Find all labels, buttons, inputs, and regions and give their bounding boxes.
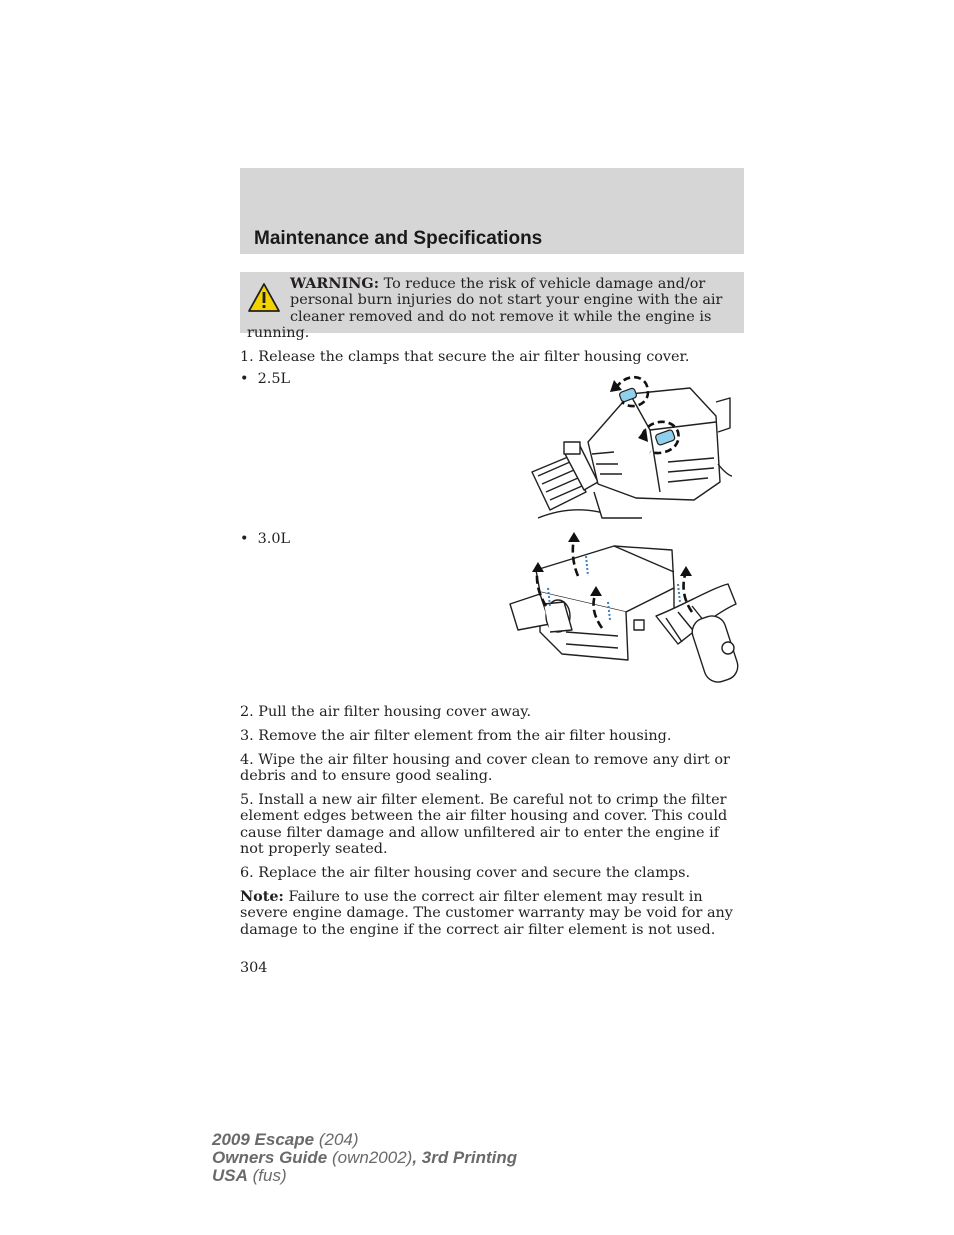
bullet-2-5l-label: 2.5L: [257, 371, 291, 387]
step-5: 5. Install a new air filter element. Be careful not to crimp the filter element edges between the air filter housing and cover. This could cause filter damage and allow unfiltered air to enter the engine if not properly seated.: [240, 792, 728, 857]
step-1: 1. Release the clamps that secure the air filter housing cover.: [240, 349, 690, 365]
footer-region: USA: [212, 1166, 248, 1185]
footer-model-code: (204): [318, 1130, 359, 1149]
step-6: 6. Replace the air filter housing cover and secure the clamps.: [240, 865, 691, 881]
section-title: Maintenance and Specifications: [254, 228, 543, 249]
footer-model: 2009 Escape: [212, 1130, 315, 1149]
footer-line-1: [212, 1131, 517, 1149]
step-4: 4. Wipe the air filter housing and cover clean to remove any dirt or debris and to ensure good sealing.: [240, 752, 730, 785]
step-3: 3. Remove the air filter element from the air filter housing.: [240, 728, 672, 744]
footer-guide-code: (own2002): [331, 1148, 413, 1167]
footer-region-code: (fus): [252, 1166, 287, 1185]
note-text: Failure to use the correct air filter element may result in severe engine damage. The customer warranty may be void for any damage to the engine if the correct air filter element is not used.: [240, 889, 733, 938]
figure-3-0l-air-filter-housing: [506, 532, 742, 692]
bullet-2-5l: • 2.5L: [240, 371, 291, 387]
bullet-3-0l-label: 3.0L: [257, 531, 291, 547]
page-number: 304: [240, 960, 268, 976]
warning-triangle-icon: [247, 282, 281, 314]
warning-text: To reduce the risk of vehicle damage and/or personal burn injuries do not start your engine with the air cleaner removed and do not remove it while the engine is running.: [247, 276, 723, 341]
footer-printing: , 3rd Printing: [412, 1148, 518, 1167]
note-paragraph: [240, 889, 746, 938]
note-label: Note:: [240, 888, 284, 905]
footer-line-2: [212, 1149, 517, 1167]
section-header: [240, 168, 744, 254]
step-2: 2. Pull the air filter housing cover away.: [240, 704, 532, 720]
warning-label: WARNING:: [290, 275, 380, 292]
warning-box: [240, 272, 744, 341]
footer-guide: Owners Guide: [212, 1148, 328, 1167]
footer-line-3: [212, 1167, 517, 1185]
footer: [212, 1131, 517, 1185]
figure-2-5l-air-filter-housing: [518, 372, 732, 524]
bullet-3-0l: • 3.0L: [240, 531, 291, 547]
